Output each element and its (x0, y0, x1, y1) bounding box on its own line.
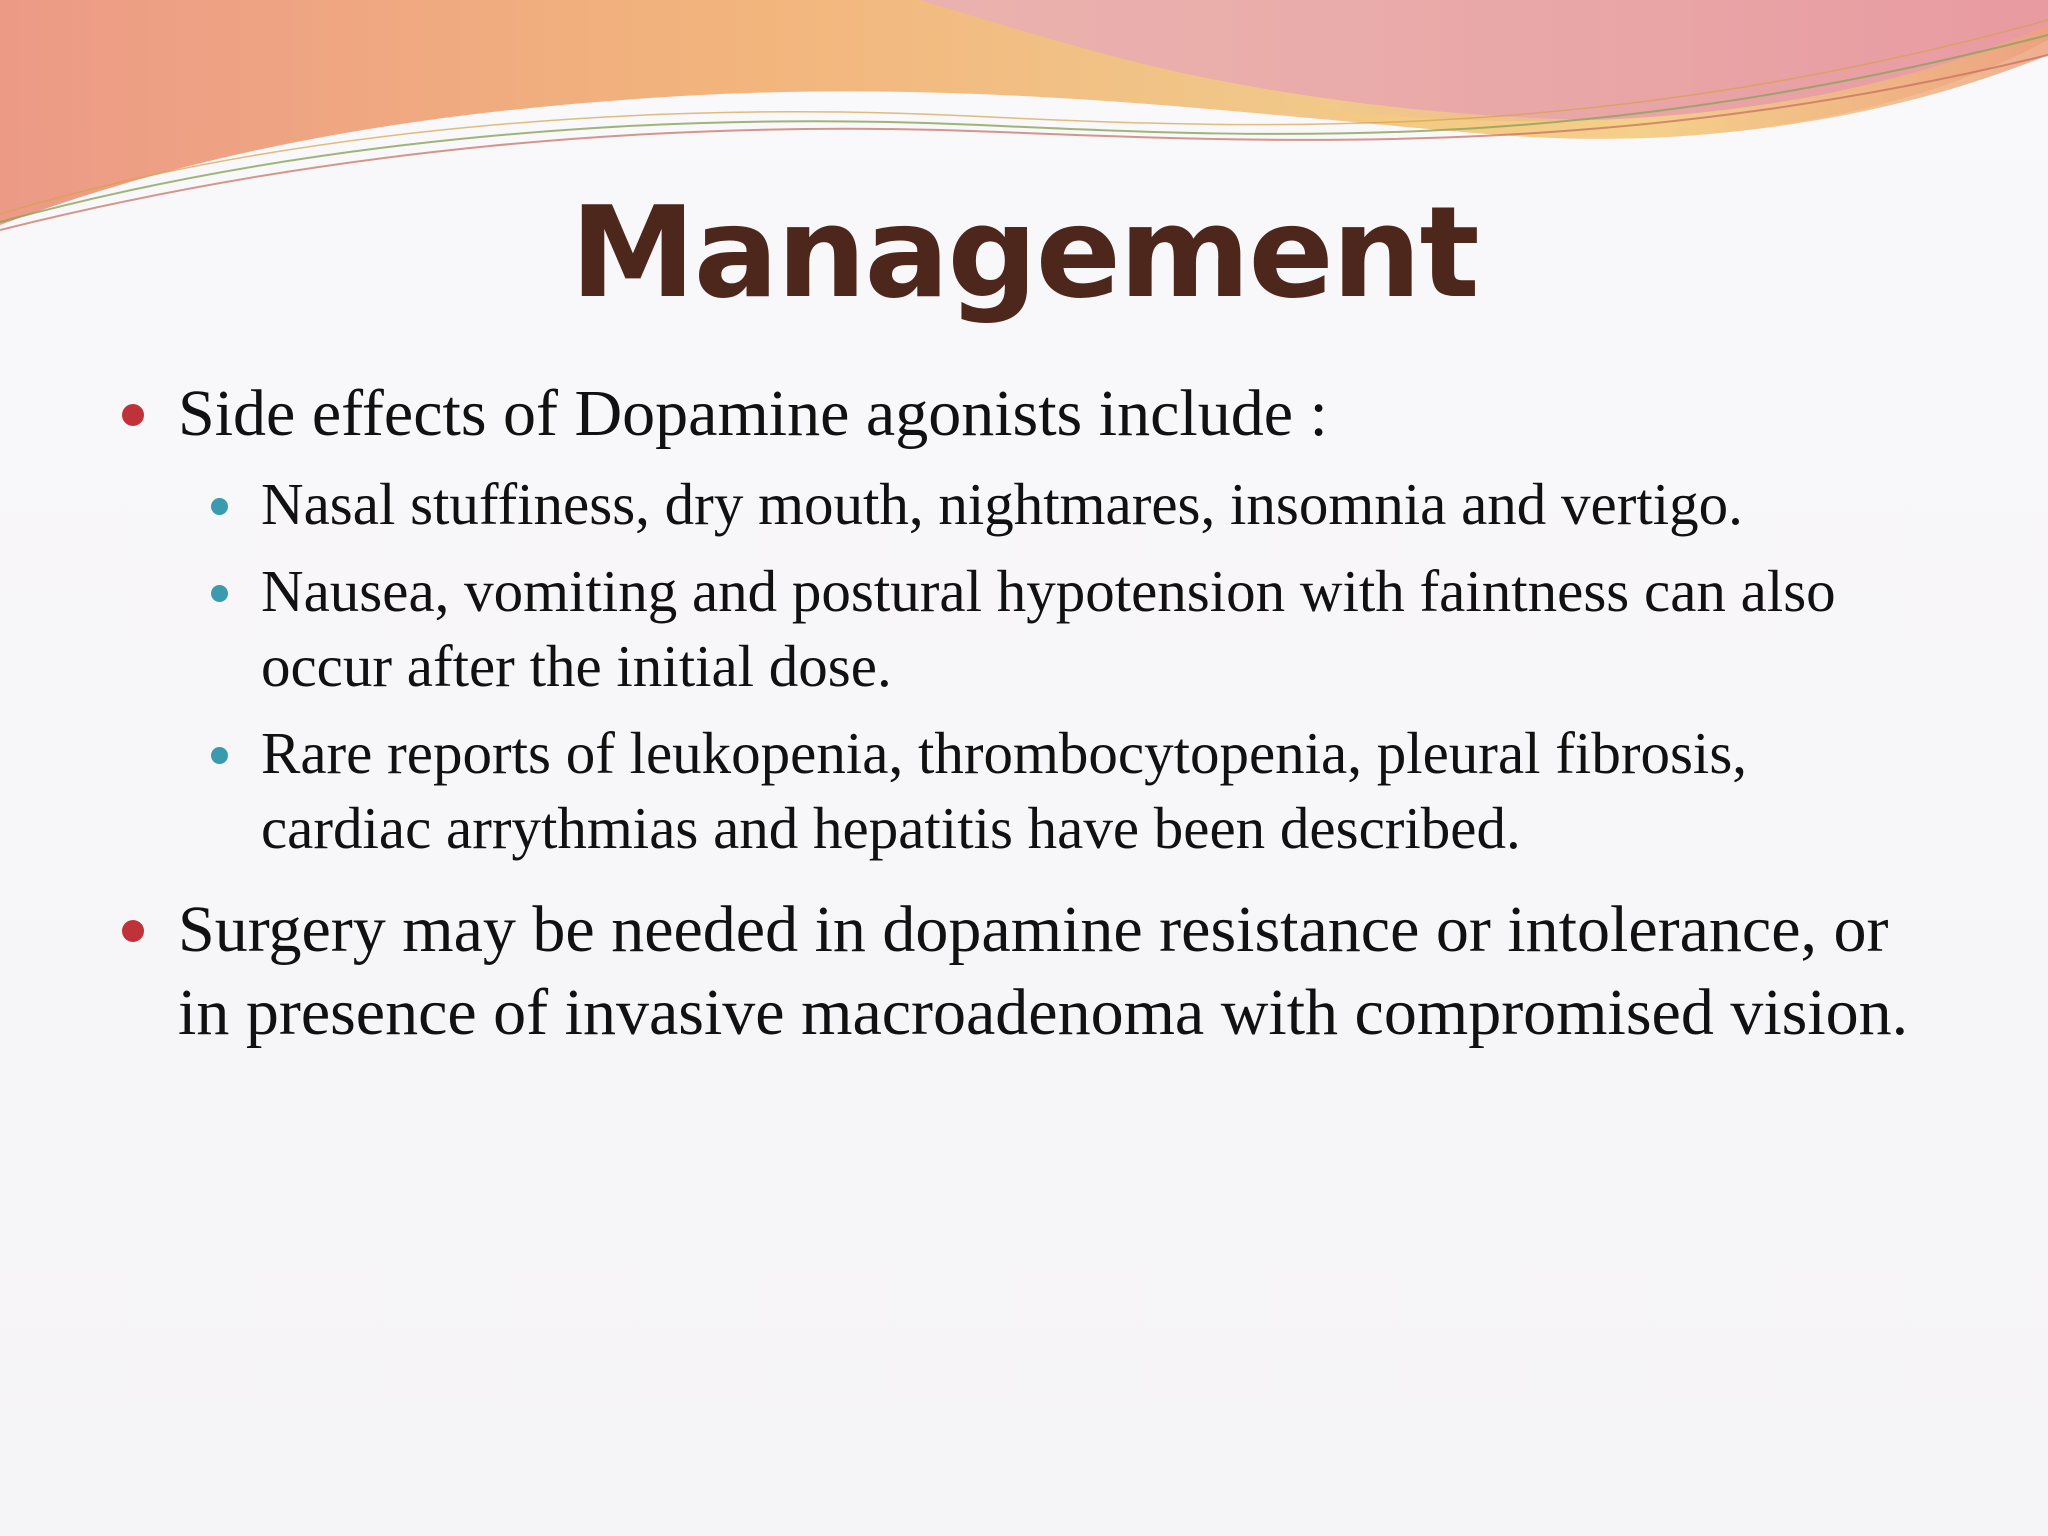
sub-bullet-text: Rare reports of leukopenia, thrombocytopenia, pleural fibrosis, cardiac arrythmias and hepatitis have been described. (261, 720, 1748, 861)
sub-bullet-item (261, 716, 1861, 866)
teal-bullet-icon (211, 585, 228, 602)
red-bullet-icon (122, 920, 144, 942)
slide-title: Management (570, 179, 1478, 326)
slide-content (0, 372, 2048, 1054)
teal-bullet-icon (211, 498, 228, 515)
sub-bullet-text: Nausea, vomiting and postural hypotension with faintness can also occur after the initial dose. (261, 558, 1836, 699)
red-bullet-icon (122, 404, 144, 426)
bullet-text: Side effects of Dopamine agonists include : (178, 377, 1328, 450)
sub-bullet-item (261, 467, 1861, 542)
sub-bullet-item (261, 554, 1861, 704)
teal-bullet-icon (211, 747, 228, 764)
bullet-item-side-effects (178, 372, 1918, 455)
bullet-item-surgery (178, 888, 1918, 1054)
sub-bullet-text: Nasal stuffiness, dry mouth, nightmares, insomnia and vertigo. (261, 471, 1743, 537)
bullet-text: Surgery may be needed in dopamine resistance or intolerance, or in presence of invasive macroadenoma with compromised vision. (178, 893, 1909, 1049)
